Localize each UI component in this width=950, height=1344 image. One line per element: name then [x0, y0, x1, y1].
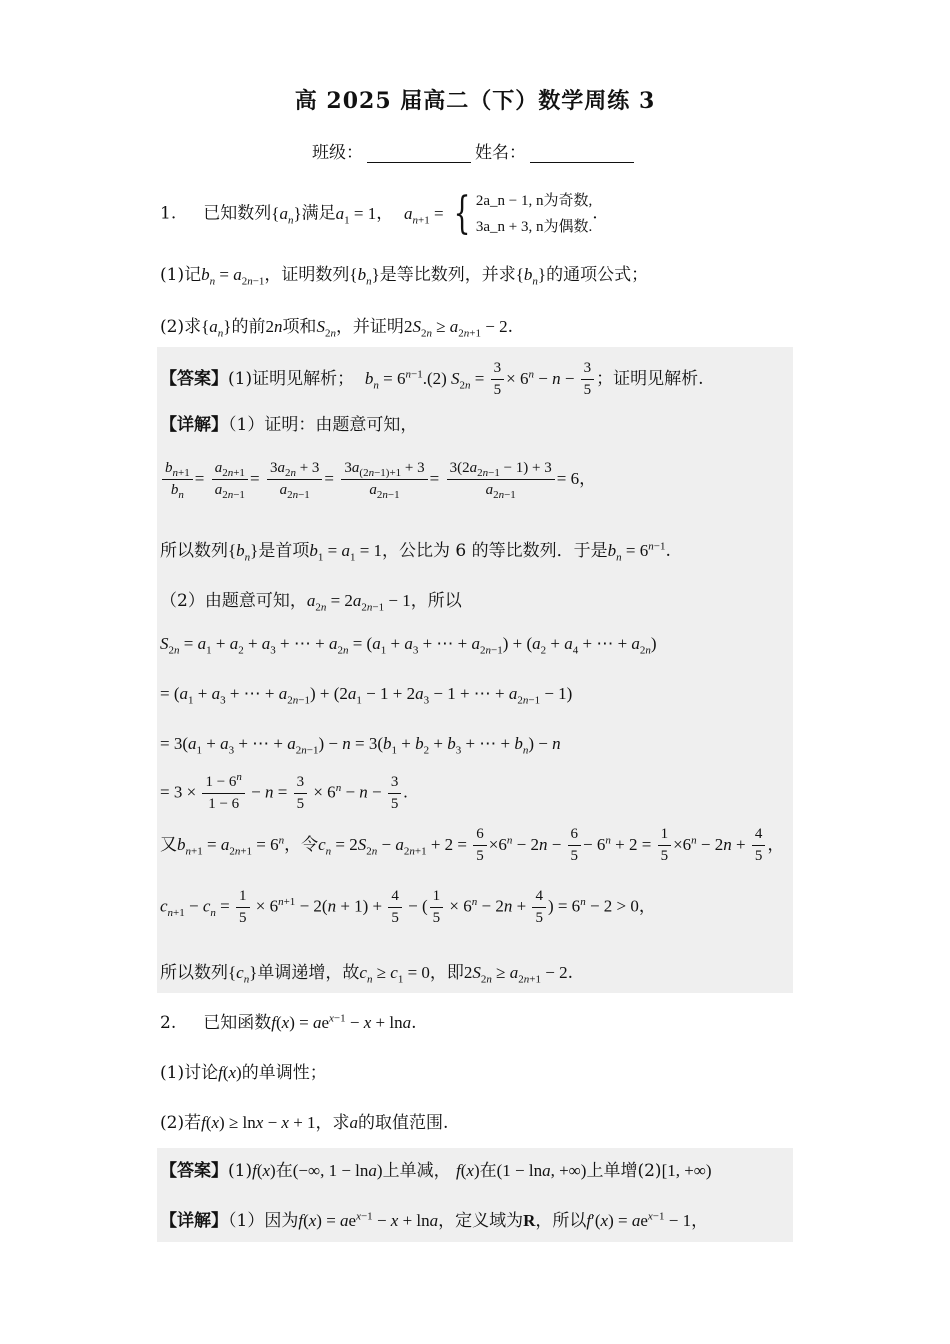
q2-detail: 【详解】（1）因为$f(x) = ae^{x-1} - x + \ln a$，定义域为R，所以$f'(x) = ae^{x-1} - 1$，	[160, 1210, 709, 1231]
q1-sum-step-4: = 3 × $\frac{1 - 6^n}{1 - 6}$ − n = $\frac{3}{5}$ × $6^n - n$ − $\frac{3}{5}$ .	[160, 771, 408, 812]
q1-detail-2: （2）由题意可知，$a_{2n} = 2a_{2n-1} - 1$，所以	[160, 591, 462, 614]
name-blank	[530, 144, 634, 163]
q1-sum-step-1: $S_{2n} = a_1 + a_2 + a_3$ + ⋯ + $a_{2n} = (a_1 + a_3$ + ⋯ + $a_{2n-1}) + (a_2 + a_4$ + ⋯ + $a_{2n}$)	[160, 634, 657, 657]
q1-stem: 1. 已知数列$\{a_n\}$满足$a_1 = 1$， $a_{n+1}$ = { 2a_n − 1, n为奇数, 3a_n + 3, n为偶数. .	[160, 188, 598, 239]
q1-ratio-derivation: $\frac{b_{n+1}}{b_n}$ = $\frac{a_{2n+1}}{a_{2n-1}}$ = $\frac{3a_{2n} + 3}{a_{2n-1}}$ = $\frac{3a_{(2n-1)+1} + 3}{a_{2n-1}}$ = $\frac{3(2a_{2n-1} - 1) + 3}{a_{2n-1}}$ = 6，	[160, 460, 596, 499]
class-label: 班级：	[312, 143, 363, 163]
q1-cn-definition: 又$b_{n+1} = a_{2n+1} = 6^n$，令$c_n = 2S_{2n} - a_{2n+1} + 2$ = $\frac{6}{5}$ $\times 6^n - 2n$ − $\frac{6}{5}$ − $6^n + 2$ = $\frac{1}{5}$ $\times 6^n - 2n$ + $\frac{4}{5}$ ，	[160, 826, 785, 864]
q1-answer: 【答案】(1)证明见解析； $b_n = 6^{n-1}.(2) S_{2n}$ = $\frac{3}{5}$ × $6^n - n$ − $\frac{3}{5}$ ；证明见解析.	[160, 360, 704, 398]
q2-answer: 【答案】(1)f(x)在(−∞, 1 − lna)上单减， f(x)在(1 − lna, +∞)上单增(2)[1, +∞)	[160, 1161, 712, 1181]
q2-stem: 2. 已知函数$f(x) = ae^{x-1} - x + \ln a$.	[160, 1012, 417, 1033]
class-blank	[367, 144, 471, 163]
q2-part2: (2)若f(x) ≥ lnx − x + 1，求a的取值范围.	[160, 1113, 449, 1133]
page-title: 高 2025 届高二（下）数学周练 3	[294, 88, 656, 114]
name-label: 姓名：	[475, 143, 526, 163]
student-info-line	[0, 138, 950, 163]
q1-conclusion-1: 所以数列$\{b_n\}$是首项$b_1 = a_1 = 1$，公比为 6 的等比数列．于是$b_n = 6^{n-1}$.	[160, 540, 671, 564]
q1-part2: (2)求$\{a_n\}$的前2n项和$S_{2n}$，并证明$2S_{2n} \ge a_{2n+1} - 2$.	[160, 317, 513, 340]
q2-part1: (1)讨论f(x)的单调性；	[160, 1063, 327, 1083]
q1-part1: (1)记$b_n = a_{2n-1}$，证明数列$\{b_n\}$是等比数列，并求$\{b_n\}$的通项公式；	[160, 265, 649, 288]
q1-final-conclusion: 所以数列$\{c_n\}$单调递增，故$c_n \ge c_1 = 0$，即$2S_{2n} \ge a_{2n+1} - 2$.	[160, 963, 573, 986]
q1-detail-1: 【详解】（1）证明：由题意可知，	[160, 415, 418, 435]
q1-cn-difference: $c_{n+1} - c_n$ = $\frac{1}{5}$ × $6^{n+1} - 2(n + 1)$ + $\frac{4}{5}$ − ( $\frac{1}{5}$ × $6^n - 2n$ + $\frac{4}{5}$ ) = $6^n - 2 > 0$，	[160, 888, 656, 926]
q1-piecewise: 2a_n − 1, n为奇数, 3a_n + 3, n为偶数.	[475, 193, 593, 235]
q1-sum-step-3: = $3(a_1 + a_3$ + ⋯ + $a_{2n-1}) - n = 3(b_1 + b_2 + b_3$ + ⋯ + $b_n) - n$	[160, 734, 561, 757]
q1-sum-step-2: = ($a_1 + a_3$ + ⋯ + $a_{2n-1}) + (2a_1 - 1 + 2a_3 - 1$ + ⋯ + $a_{2n-1} - 1$)	[160, 684, 573, 707]
